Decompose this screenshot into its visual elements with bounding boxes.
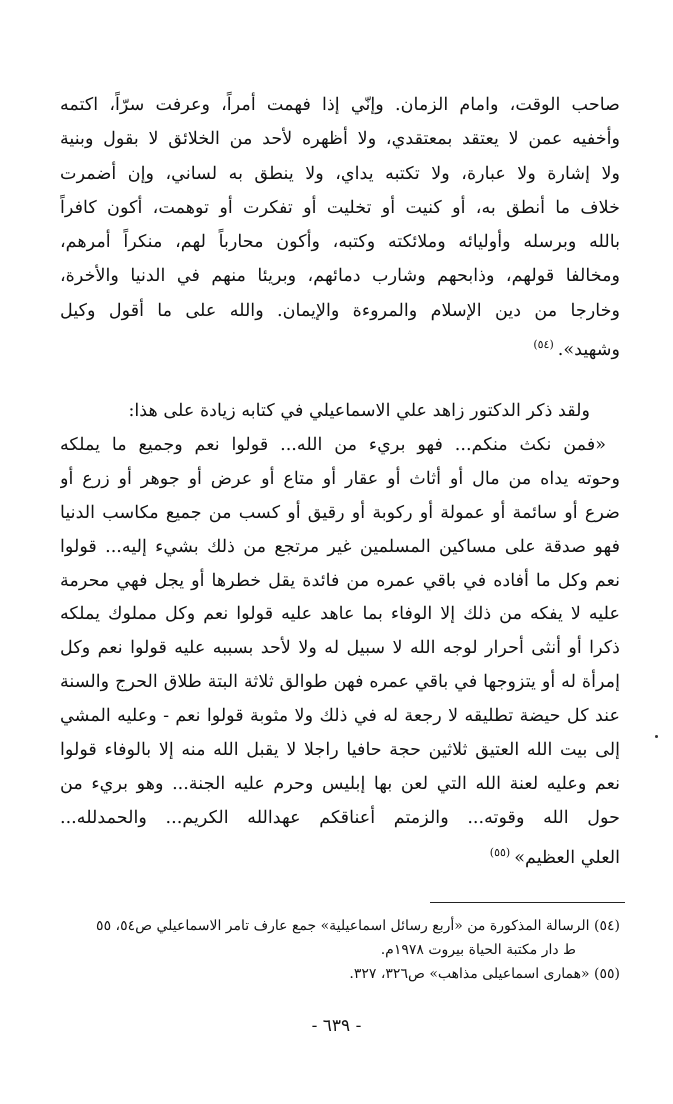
body-line-1: صاحب الوقت، وامام الزمان. وإنّي إذا فهمت أمراً، وعرفت سرّاً، اكتمه: [60, 95, 620, 115]
body-line-5: بالله وبرسله وأوليائه وملائكته وكتبه، وأكون محارباً لهم، منكراً أمرهم،: [60, 232, 620, 253]
quote-line-2: وحوته يداه من مال أو أثاث أو عقار أو متاع أو عرض أو جوهر أو زرع أو: [60, 468, 620, 489]
main-text-block: [60, 88, 620, 362]
body-line-2: وأخفيه عمن لا يعتقد بمعتقدي، ولا أظهره لأحد من الخلائق لا بقول وبنية: [60, 129, 620, 150]
margin-dot: [655, 735, 658, 738]
footnote-ref-55: (٥٥): [489, 845, 511, 859]
quote-line-8: إمرأة له أو يتزوجها في باقي عمره فهن طوالق ثلاثة البتة طلاق الحرج والسنة: [60, 672, 620, 693]
body-line-4: خلاف ما أنطق به، أو كنيت أو تخليت أو تفكرت أو توهمت، أكون كافراً: [60, 197, 620, 218]
footnote-54-line-2: ط دار مكتبة الحياة بيروت ١٩٧٨م.: [380, 942, 576, 958]
page-number: - ٦٣٩ -: [311, 1016, 362, 1036]
intro-line: ولقد ذكر الدكتور زاهد علي الاسماعيلي في كتابه زيادة على هذا:: [128, 401, 590, 421]
quote-line-4: فهو صدقة على مساكين المسلمين غير مرتجع من ذلك بشيء إليه... قولوا: [60, 536, 620, 557]
quote-line-13: [60, 836, 620, 870]
body-line-8: [60, 328, 620, 362]
quote-line-1: «فمن نكث منكم... فهو بريء من الله... قولوا نعم وجميع ما يملكه: [60, 435, 606, 455]
quote-block: [60, 429, 620, 870]
quote-line-6: عليه لا يفكه من ذلك إلا الوفاء بما عاهد عليه قولوا نعم وكل مملوك يملكه: [60, 604, 620, 625]
body-line-6: ومخالفا قولهم، وذابحهم وشارب دمائهم، وبريئا منهم في الدنيا والأخرة،: [60, 266, 620, 287]
footnote-54-line-1: (٥٤) الرسالة المذكورة من «أربع رسائل اسماعيلية» جمع عارف تامر الاسماعيلي ص٥٤، ٥٥: [96, 918, 620, 934]
quote-line-5: نعم وكل ما أفاده في باقي عمره من فائدة يقل خطرها أو يجل فهي محرمة: [60, 570, 620, 591]
quote-line-10: إلى بيت الله العتيق ثلاثين حجة حافيا راجلا لا يقبل الله منه إلا بالوفاء قولوا: [60, 740, 620, 761]
quote-last-text: العلي العظيم»: [514, 847, 620, 868]
quote-line-7: ذكرا أو أنثى أحرار لوجه الله لا سبيل له ولا لأحد بسببه عليه قولوا نعم وكل: [60, 638, 620, 659]
footnote-separator: [430, 902, 625, 903]
quote-line-12: حول الله وقوته... والزمتم أعناقكم عهدالله الكريم... والحمدلله...: [60, 807, 620, 828]
body-last-text: وشهيد».: [557, 339, 620, 360]
quote-line-9: عند كل حيضة تطليقه لا رجعة له في ذلك ولا مثوبة قولوا نعم - وعليه المشي: [60, 706, 620, 727]
intro-paragraph: [60, 394, 620, 428]
body-line-3: ولا إشارة ولا عبارة، ولا تكتبه يداي، ولا ينطق به لساني، وإن أضمرت: [60, 163, 620, 184]
footnotes-block: [60, 914, 620, 986]
footnote-55: (٥٥) «هماری اسماعیلی مذاهب» ص٣٢٦، ٣٢٧.: [349, 966, 620, 982]
body-line-7: وخارجا من دين الإسلام والمروءة والإيمان. والله على ما أقول وكيل: [60, 300, 620, 321]
quote-line-11: نعم وعليه لعنة الله التي لعن بها إبليس وحرم عليه الجنة... وهو بريء من: [60, 773, 620, 794]
footnote-ref-54: (٥٤): [533, 338, 554, 352]
quote-line-3: ضرع أو سائمة أو عمولة أو ركوبة أو رقيق أو كسب من جميع مكاسب الدنيا: [60, 502, 620, 523]
